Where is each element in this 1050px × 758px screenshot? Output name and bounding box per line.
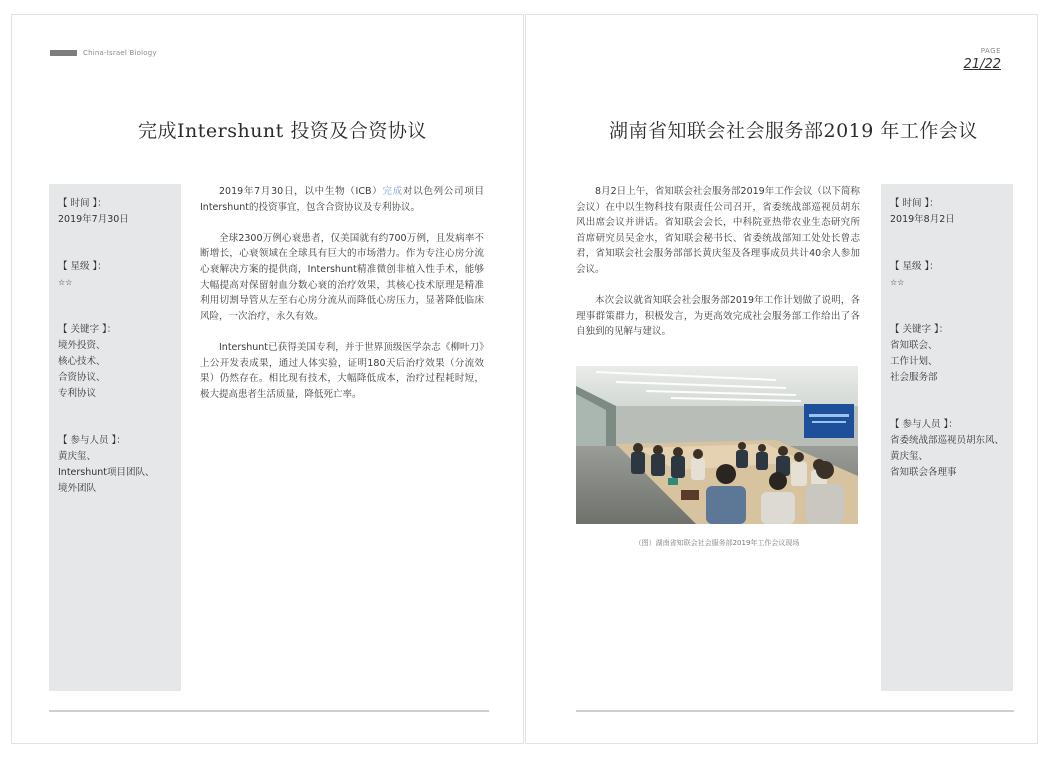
footer-rule bbox=[49, 710, 489, 712]
footer-rule bbox=[576, 710, 1014, 712]
meta-rating bbox=[890, 259, 1004, 291]
paragraph-text: 对以色列公司项目Intershunt的投资事宜，包含合资协议及专利协议。 bbox=[200, 186, 484, 213]
meta-participants bbox=[58, 433, 172, 497]
paragraph: Intershunt已获得美国专利，并于世界顶级医学杂志《柳叶刀》上公开发表成果，通过人体实验，证明180天后治疗效果（分流效果）仍然存在。相比现有技术，大幅降低成本，治疗过程耗时短，极大提高患者生活质量，降低死亡率。 bbox=[200, 341, 484, 400]
meta-keywords bbox=[890, 322, 1004, 386]
meta-value: 核心技术、 bbox=[58, 356, 106, 367]
star-rating: ☆☆ bbox=[890, 278, 905, 287]
meta-label: 【 时间 】： bbox=[58, 198, 107, 209]
left-page bbox=[11, 14, 524, 744]
paragraph: 8月2日上午，省知联会社会服务部2019年工作会议（以下简称会议）在中以生物科技有限责任公司召开，省委统战部巡视员胡东风出席会议并讲话。省知联会会长，中科院亚热带农业生态研究所首席研究员吴金水，省知联会秘书长、省委统战部知工处处长曾志君，省知联会社会服务部部长黄庆玺及各理事成员共计40余人参加会议。 bbox=[576, 186, 860, 275]
article-title-right: 湖南省知联会社会服务部2019 年工作会议 bbox=[609, 120, 978, 142]
meta-value: 专利协议 bbox=[58, 388, 97, 399]
right-page bbox=[525, 14, 1038, 744]
meta-label: 【 关键字 】： bbox=[58, 324, 117, 335]
magazine-spread bbox=[11, 14, 1039, 744]
meta-label: 【 星级 】： bbox=[58, 261, 107, 272]
meta-value: 省委统战部巡视员胡东风、 bbox=[890, 435, 1005, 446]
meta-participants bbox=[890, 417, 1004, 481]
meeting-photo-illustration bbox=[576, 366, 858, 524]
paragraph bbox=[200, 184, 484, 215]
brand-text: China-Israel Biology bbox=[83, 49, 157, 57]
meta-value: 省知联会各理事 bbox=[890, 467, 957, 478]
meta-value: Intershunt项目团队、 bbox=[58, 467, 155, 478]
meta-panel-right bbox=[881, 184, 1013, 691]
article-title-left: 完成Intershunt 投资及合资协议 bbox=[138, 120, 427, 142]
meta-value: 社会服务部 bbox=[890, 372, 938, 383]
page-number: 21/22 bbox=[963, 57, 1001, 72]
meta-rating bbox=[58, 259, 172, 291]
meta-time bbox=[58, 196, 172, 228]
brand-header bbox=[50, 49, 157, 57]
meta-value: 2019年7月30日 bbox=[58, 214, 129, 225]
meta-value: 境外团队 bbox=[58, 483, 97, 494]
article-body-left bbox=[200, 184, 484, 418]
photo-caption: （图）湖南省知联会社会服务部2019年工作会议现场 bbox=[634, 539, 800, 547]
article-body-right bbox=[576, 184, 860, 356]
brand-bar bbox=[50, 50, 77, 56]
meta-panel-left bbox=[49, 184, 181, 691]
meta-label: 【 参与人员 】： bbox=[890, 419, 958, 430]
meta-value: 境外投资、 bbox=[58, 340, 106, 351]
highlight-text: 完成 bbox=[382, 186, 403, 197]
meta-value: 黄庆玺、 bbox=[890, 451, 929, 462]
meta-label: 【 时间 】： bbox=[890, 198, 939, 209]
meta-value: 黄庆玺、 bbox=[58, 451, 97, 462]
paragraph: 全球2300万例心衰患者，仅美国就有约700万例，且发病率不断增长，心衰领域在全球具有巨大的市场潜力。作为专注心房分流心衰解决方案的提供商，Intershunt精准微创非植入性手术，能够大幅提高对保留射血分数心衰的治疗效果，其核心技术原理是精准利用切割导管从左至右心房分流从而降低心房压力，显著降低临床风险，一次治疗，永久有效。 bbox=[200, 232, 484, 322]
meta-value: 工作计划、 bbox=[890, 356, 938, 367]
meeting-photo bbox=[576, 366, 858, 524]
meta-label: 【 关键字 】： bbox=[890, 324, 949, 335]
star-rating: ☆☆ bbox=[58, 278, 73, 287]
meta-keywords bbox=[58, 322, 172, 402]
meta-time bbox=[890, 196, 1004, 228]
paragraph-text: 2019年7月30日，以中生物（ICB） bbox=[219, 186, 383, 197]
meta-label: 【 星级 】： bbox=[890, 261, 939, 272]
page-label: PAGE bbox=[980, 47, 1001, 55]
paragraph: 本次会议就省知联会社会服务部2019年工作计划做了说明，各理事群策群力，积极发言，为更高效完成社会服务部工作给出了各自独到的见解与建议。 bbox=[576, 295, 860, 338]
meta-value: 合资协议、 bbox=[58, 372, 106, 383]
meta-value: 2019年8月2日 bbox=[890, 214, 955, 225]
meta-label: 【 参与人员 】： bbox=[58, 435, 126, 446]
meta-value: 省知联会、 bbox=[890, 340, 938, 351]
